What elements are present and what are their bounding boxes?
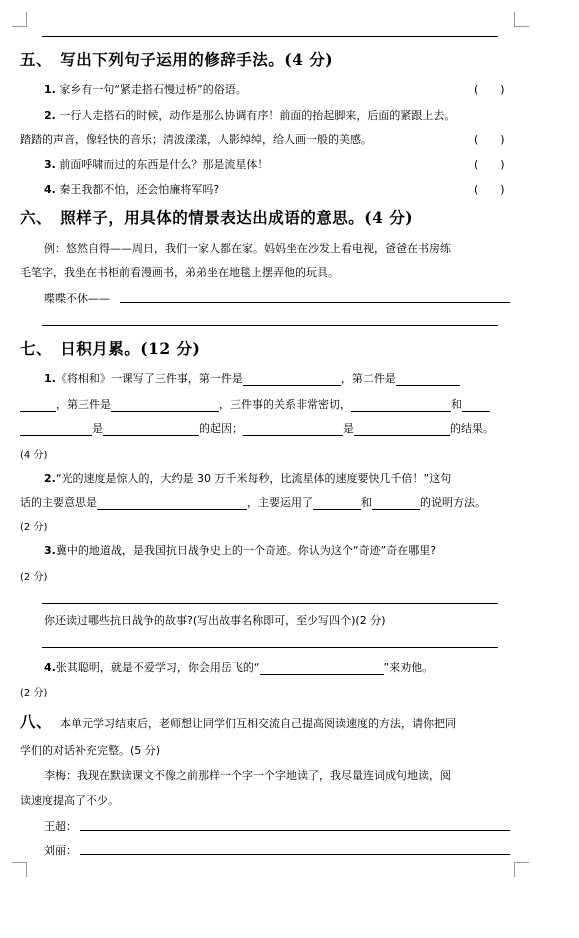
s5-q3-text: 前面呼啸而过的东西是什么？那是流星体！: [59, 158, 269, 171]
s7-q3-sub: 你还读过哪些抗日战争的故事?(写出故事名称即可，至少写四个)(2 分): [44, 614, 386, 627]
s8-limei-line1: 李梅：我现在默读课文不像之前那样一个字一个字地读了，我尽量连词成句地读，阅: [44, 769, 451, 782]
s7-q1-blank-5b[interactable]: [20, 422, 92, 436]
s7-q3-num: 3.: [44, 544, 56, 557]
s7-q2-text-e: 的说明方法。: [420, 496, 486, 509]
s7-q2-text-b: 话的主要意思是: [20, 496, 97, 509]
s7-q1-blank-5[interactable]: [462, 398, 490, 412]
s5-q4: [44, 181, 219, 197]
s7-q2-blank-3[interactable]: [372, 496, 420, 510]
s8-liuli-answer-line[interactable]: [80, 854, 510, 855]
s7-q2-score: (2 分): [20, 522, 48, 533]
s7-q4-score: (2 分): [20, 688, 48, 699]
section-6-heading: 六、 照样子，用具体的情景表达出成语的意思。(4 分): [20, 208, 414, 227]
s7-q1-blank-2[interactable]: [396, 372, 460, 386]
crop-mark-bottom-right: [514, 862, 529, 877]
s7-q1-num: 1.: [44, 372, 56, 385]
s7-q3-sub-answer-line[interactable]: [42, 647, 498, 648]
s6-answer-line-2[interactable]: [42, 325, 498, 326]
s7-q1-blank-1[interactable]: [243, 372, 341, 386]
s7-q1-blank-3[interactable]: [111, 398, 219, 412]
s7-q1-text-a: 《将相和》一课写了三件事，第一件是: [55, 372, 243, 385]
section-8-line2: 学们的对话补充完整。(5 分): [20, 744, 161, 757]
s5-q4-answer[interactable]: ( ): [474, 183, 505, 196]
s5-q2-answer[interactable]: ( ): [474, 133, 505, 146]
s7-q1-text-h: 是: [343, 422, 354, 435]
crop-mark-top-right: [514, 12, 529, 27]
s5-q2-cont: 踏踏的声音，像轻快的音乐；清波漾漾，人影绰绰，给人画一般的美感。: [20, 133, 372, 146]
s7-q2-line1: [44, 470, 451, 486]
s7-q1-text-g: 的起因；: [199, 422, 243, 435]
s7-q4-text-a: 张其聪明，就是不爱学习，你会用岳飞的“: [55, 661, 260, 674]
s5-q1-num: 1.: [44, 83, 56, 96]
s8-liuli-label: 刘丽：: [44, 844, 77, 857]
crop-mark-bottom-left: [12, 862, 27, 877]
s7-q2-text-a: “光的速度是惊人的，大约是 30 万千米每秒，比流星体的速度要快几千倍！”这句: [55, 472, 452, 485]
s7-q2-blank-1[interactable]: [97, 496, 247, 510]
s5-q1-answer[interactable]: ( ): [474, 83, 505, 96]
s6-example-line2: 毛笔字，我坐在书柜前看漫画书，弟弟坐在地毯上摆弄他的玩具。: [20, 266, 339, 279]
s7-q4-num: 4.: [44, 661, 56, 674]
s7-q1-blank-7[interactable]: [243, 422, 343, 436]
s7-q3-answer-line[interactable]: [42, 603, 498, 604]
s7-q1-text-c: ，第三件是: [56, 398, 111, 411]
s6-prompt: 喋喋不休——: [44, 292, 110, 305]
s7-q2-text-c: ，主要运用了: [247, 496, 313, 509]
s5-q2-num: 2.: [44, 109, 56, 122]
s7-q1-text-b: ，第二件是: [340, 372, 396, 385]
s8-wangchao-label: 王超：: [44, 820, 77, 833]
s5-q3-answer[interactable]: ( ): [474, 158, 505, 171]
s7-q1-blank-6[interactable]: [103, 422, 199, 436]
s7-q1-text-d: ，三件事的关系非常密切，: [219, 398, 351, 411]
section-7-heading: 七、 日积月累。(12 分): [20, 339, 201, 358]
s5-q3-num: 3.: [44, 158, 56, 171]
s6-example-line1: 例：悠然自得——周日，我们一家人都在家。妈妈坐在沙发上看电视，爸爸在书房练: [44, 242, 451, 255]
s7-q3-line1: [44, 542, 436, 558]
crop-mark-top-left: [12, 12, 27, 27]
answer-line-top: [42, 36, 498, 37]
s7-q1-line1: [44, 370, 460, 386]
s7-q1-blank-2b[interactable]: [20, 398, 56, 412]
s7-q1-blank-8[interactable]: [354, 422, 450, 436]
s7-q2-text-d: 和: [361, 496, 372, 509]
s5-q4-text: 秦王我都不怕，还会怕廉将军吗?: [59, 183, 220, 196]
s6-answer-line-1[interactable]: [120, 302, 510, 303]
s7-q4-line1: [44, 659, 433, 675]
s7-q1-text-f: 是: [92, 422, 103, 435]
s5-q2-text: 一行人走搭石的时候，动作是那么协调有序！前面的抬起脚来，后面的紧跟上去。: [59, 109, 456, 122]
s7-q1-line3: [20, 420, 494, 436]
s7-q2-blank-2[interactable]: [313, 496, 361, 510]
s7-q2-num: 2.: [44, 472, 56, 485]
section-8-num: 八、: [20, 712, 53, 731]
s7-q4-text-b: ”来劝他。: [383, 661, 434, 674]
s7-q2-line2: [20, 494, 486, 510]
s5-q1-text: 家乡有一句“紧走搭石慢过桥”的俗语。: [59, 83, 247, 96]
section-8-text-1: 本单元学习结束后，老师想让同学们互相交流自己提高阅读速度的方法，请你把同: [60, 717, 457, 730]
s5-q1: [44, 81, 247, 97]
s7-q4-blank[interactable]: [260, 661, 384, 675]
s8-limei-line2: 读速度提高了不少。: [20, 794, 119, 807]
s8-wangchao-answer-line[interactable]: [80, 830, 510, 831]
s7-q1-line2: [20, 396, 490, 412]
s7-q1-text-e: 和: [451, 398, 462, 411]
s7-q1-text-i: 的结果。: [450, 422, 494, 435]
s7-q1-blank-4[interactable]: [351, 398, 451, 412]
section-5-heading: 五、 写出下列句子运用的修辞手法。(4 分): [20, 50, 334, 69]
s7-q3-score: (2 分): [20, 572, 48, 583]
s7-q3-text: 冀中的地道战，是我国抗日战争史上的一个奇迹。你认为这个“奇迹”奇在哪里?: [55, 544, 437, 557]
s5-q3: [44, 156, 268, 172]
s5-q4-num: 4.: [44, 183, 56, 196]
s5-q2: [44, 107, 455, 123]
section-8-line1: [20, 710, 456, 732]
s7-q1-score: (4 分): [20, 450, 48, 461]
